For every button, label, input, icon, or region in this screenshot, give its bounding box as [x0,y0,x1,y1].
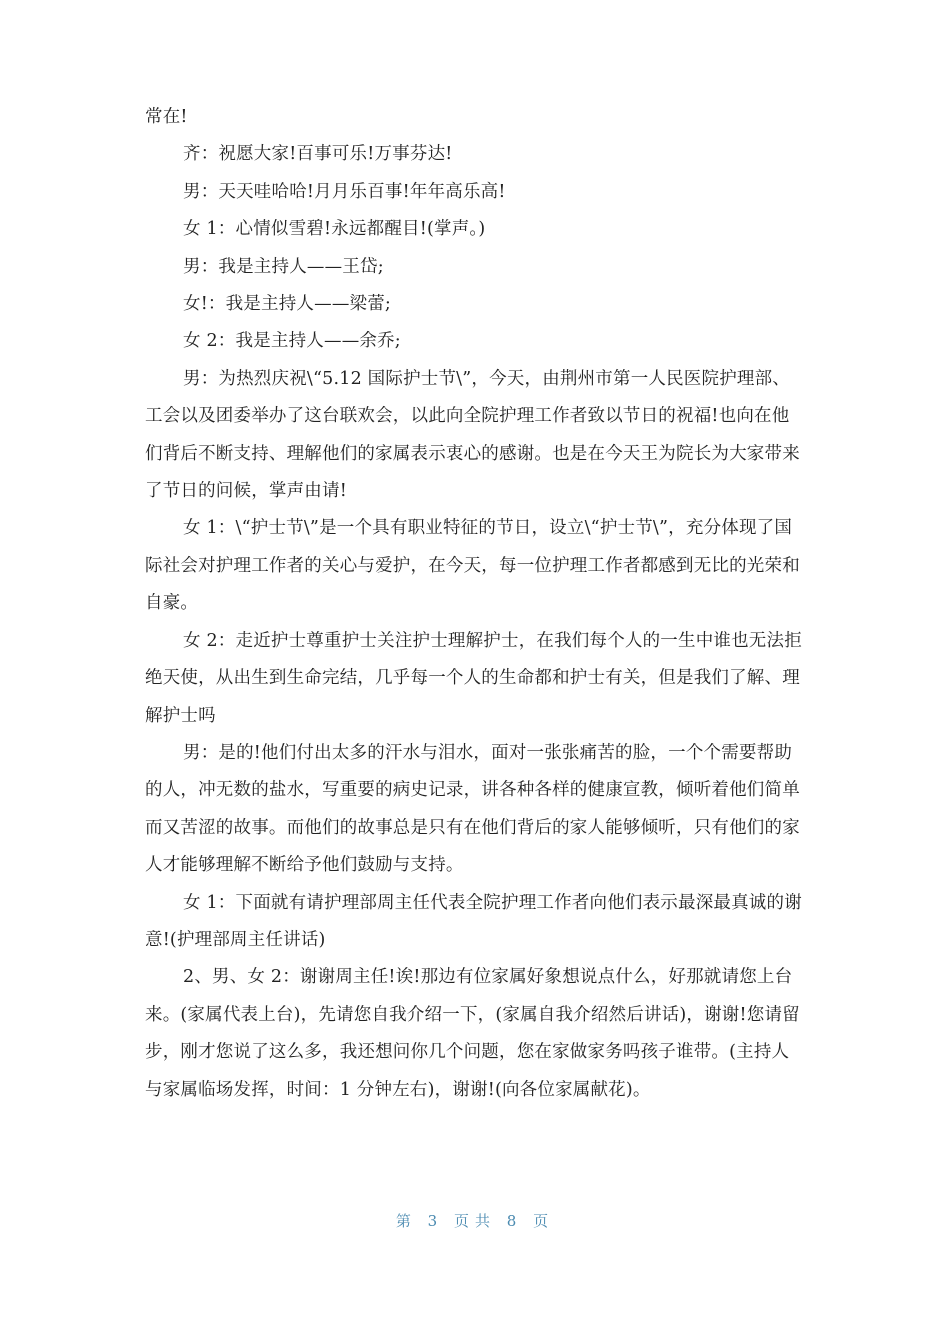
paragraph: 男：我是主持人——王岱; [183,256,384,277]
page-number-footer: 第 3 页共 8 页 [395,1212,555,1230]
paragraph: 男：是的!他们付出太多的汗水与泪水，面对一张张痛苦的脸，一个个需要帮助的人，冲无数的盐水，写重要的病史记录，讲各种各样的健康宣教，倾听着他们简单而又苦涩的故事。而他们的故事总是只有在他们背后的家人能够倾听，只有他们的家人才能够理解不断给予他们鼓励与支持。 [145,742,800,876]
paragraph: 男：为热烈庆祝\“5.12 国际护士节\”，今天，由荆州市第一人民医院护理部、工会以及团委举办了这台联欢会，以此向全院护理工作者致以节日的祝福!也向在他们背后不断支持、理解他们的家属表示衷心的感谢。也是在今天王为院长为大家带来了节日的问候，掌声由请! [145,368,800,502]
paragraph: 女 1：下面就有请护理部周主任代表全院护理工作者向他们表示最深最真诚的谢意!(护理部周主任讲话) [145,892,802,950]
paragraph: 常在! [145,107,188,127]
paragraph: 男：天天哇哈哈!月月乐百事!年年高乐高! [183,181,506,202]
paragraph: 女 1：\“护士节\”是一个具有职业特征的节日，设立\“护士节\”，充分体现了国际社会对护理工作者的关心与爱护，在今天，每一位护理工作者都感到无比的光荣和自豪。 [145,518,800,614]
paragraph: 女 2：走近护士尊重护士关注护士理解护士，在我们每个人的一生中谁也无法拒绝天使，从出生到生命完结，几乎每一个人的生命都和护士有关，但是我们了解、理解护士吗 [145,630,802,726]
paragraph: 女!：我是主持人——梁蕾; [183,294,392,315]
paragraph: 2、男、女 2：谢谢周主任!诶!那边有位家属好象想说点什么，好那就请您上台来。(家属代表上台)，先请您自我介绍一下，(家属自我介绍然后讲话)，谢谢!您请留步，刚才您说了这么多，我还想问你几个问题，您在家做家务吗孩子谁带。(主持人与家属临场发挥，时间：1 分钟左右)，谢谢!(向各位家属献花)。 [145,967,800,1100]
paragraph: 女 2：我是主持人——余乔; [183,331,401,352]
paragraph: 女 1：心情似雪碧!永远都醒目!(掌声。) [183,219,486,240]
paragraph: 齐：祝愿大家!百事可乐!万事芬达! [183,144,453,165]
document-body [145,99,805,1109]
